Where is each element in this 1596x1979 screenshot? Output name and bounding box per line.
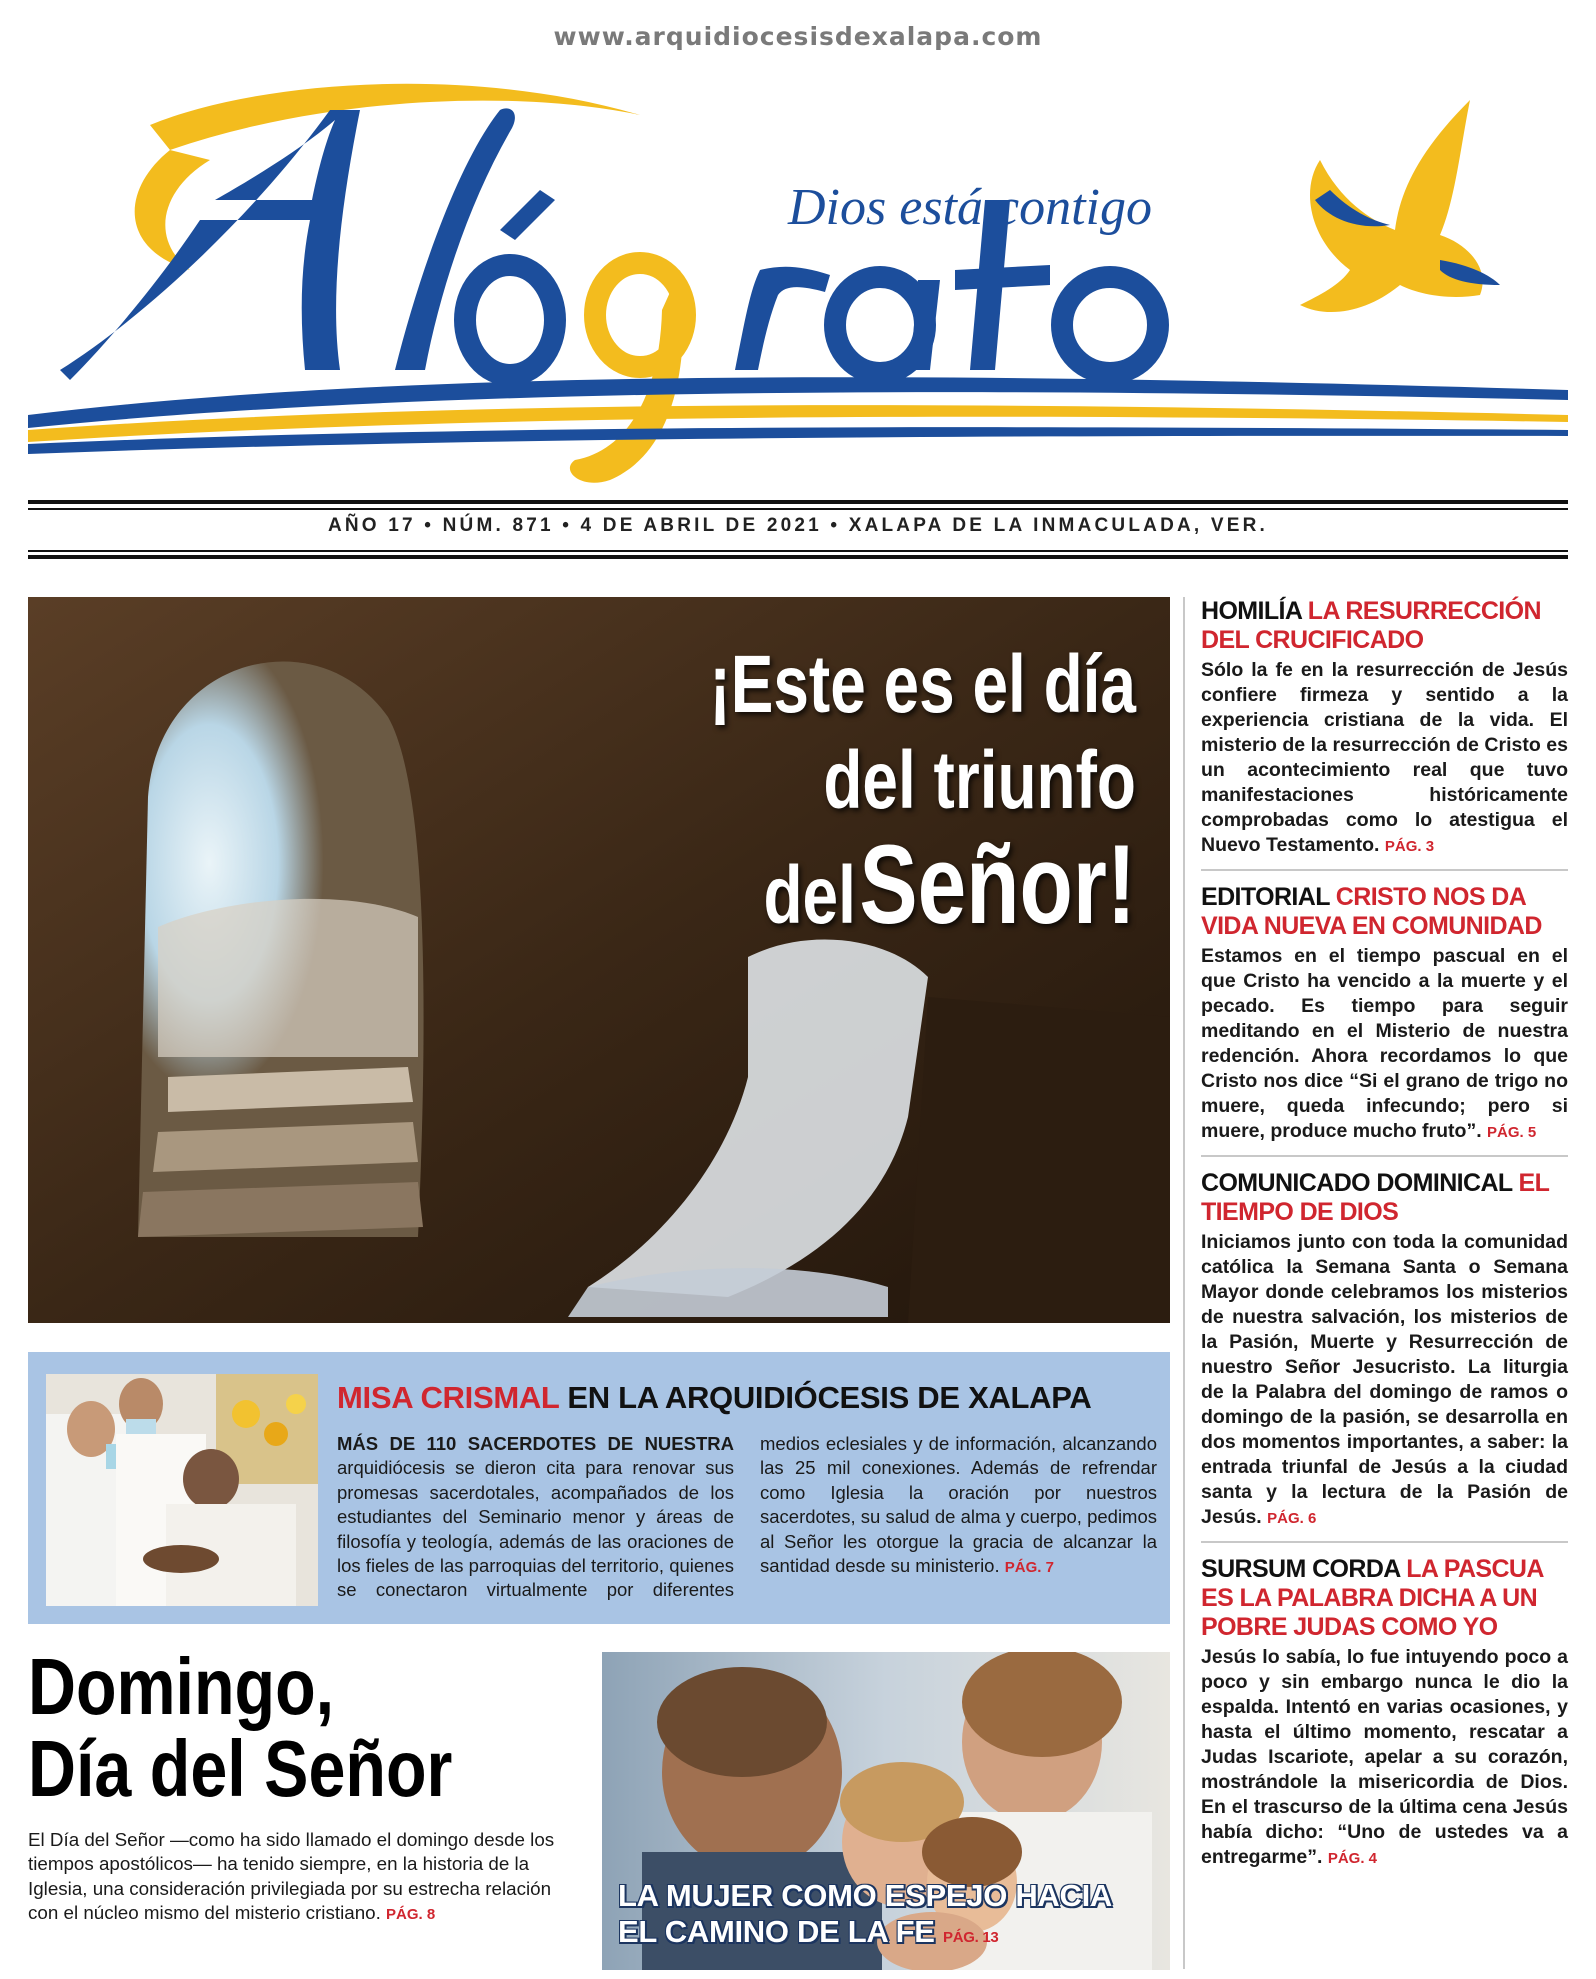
brief-text: Sólo la fe en la resurrección de Jesús confiere firmeza y sentido a la experiencia cristiana de la vida. El misterio de la resurrección de Cristo es un acontecimiento real que tuvo manifestaciones históricamente comprobadas como lo atestigua el Nuevo Testamento.	[1201, 659, 1568, 856]
brief-kicker: HOMILÍA	[1201, 597, 1302, 625]
domingo-body	[28, 1828, 576, 1928]
masthead-tagline: Dios está contigo	[788, 179, 1152, 236]
mujer-headline-line-2-text: EL CAMINO DE LA FE	[618, 1914, 935, 1949]
page-reference[interactable]: PÁG. 13	[943, 1929, 999, 1946]
brief-headline	[1201, 1169, 1568, 1227]
mujer-story[interactable]	[602, 1652, 1170, 1970]
brief-body	[1201, 1645, 1568, 1871]
hero-headline-word-senor: Señor!	[859, 822, 1136, 947]
mujer-headline-line-1: LA MUJER COMO ESPEJO HACIA	[618, 1878, 1112, 1913]
domingo-headline-line-2: Día del Señor	[28, 1724, 453, 1813]
misa-text: arquidiócesis se dieron cita para renovar sus promesas sacerdotales, acompañados de los estudiantes del Seminario menor y áreas de filosofía y teología, además de las oraciones de los fieles de las parroquias del territorio, quienes se conectaron virtualmente por diferentes medios eclesiales y de información, alcanzando las 25 mil conexiones. Además de refrendar como Iglesia la oración por nuestros sacerdotes, su salud de alma y cuerpo, pedimos al Señor les otorgue la gracia de alcanzar la santidad desde su ministerio.	[337, 1433, 1157, 1601]
brief-headline	[1201, 597, 1568, 655]
top-rule-thick	[28, 500, 1568, 504]
domingo-headline-line-1: Domingo,	[28, 1642, 335, 1731]
hero-story[interactable]	[28, 597, 1170, 1323]
brief-body	[1201, 944, 1568, 1145]
page-reference[interactable]: PÁG. 8	[386, 1906, 436, 1924]
brief-text: Iniciamos junto con toda la comunidad católica la Semana Santa o Semana Mayor donde celebramos los misterios de nuestra salvación, los misterios de la Pasión, Muerte y Resurrección de nuestro Señor Jesucristo. La liturgia de la Palabra del domingo de ramos o domingo de la pasión, se desarrolla en dos momentos importantes, a saber: la entrada triunfal de Jesús a la ciudad santa y la lectura de la Pasión de Jesús.	[1201, 1231, 1568, 1528]
hero-headline-word-del: del	[763, 850, 856, 941]
top-rule-thin	[28, 508, 1568, 510]
page-reference[interactable]: PÁG. 5	[1487, 1124, 1537, 1141]
hero-headline-line-1: ¡Este es el día	[709, 639, 1136, 730]
misa-crismal-story[interactable]	[28, 1352, 1170, 1624]
brief-editorial[interactable]	[1201, 883, 1568, 1157]
brief-comunicado[interactable]	[1201, 1169, 1568, 1543]
brief-sursum-corda[interactable]	[1201, 1555, 1568, 1881]
misa-lead: MÁS DE 110 SACERDOTES DE NUESTRA	[337, 1433, 734, 1454]
alegrate-logo	[0, 70, 1596, 490]
misa-headline-black: EN LA ARQUIDIÓCESIS DE XALAPA	[567, 1380, 1092, 1415]
hero-headline-line-2: del triunfo	[823, 735, 1136, 826]
brief-kicker: COMUNICADO DOMINICAL	[1201, 1169, 1513, 1197]
domingo-text: El Día del Señor —como ha sido llamado el domingo desde los tiempos apostólicos— ha tenido siempre, en la historia de la Iglesia, una consideración privilegiada por su estrecha relación con el núcleo mismo del misterio cristiano.	[28, 1829, 555, 1924]
hero-headline-line-3	[637, 822, 1136, 975]
brief-title: LA RESURRECCIÓN DEL CRUCIFICADO	[1201, 597, 1541, 654]
brief-headline	[1201, 1555, 1568, 1642]
domingo-headline	[28, 1642, 493, 1813]
brief-text: Estamos en el tiempo pascual en el que Cristo ha vencido a la muerte y el pecado. Es tiempo para seguir meditando en el Misterio de nuestra redención. Ahora recordamos lo que Cristo nos dice “Si el grano de trigo no muere, queda infecundo; pero si muere, produce mucho fruto”.	[1201, 945, 1568, 1142]
page-reference[interactable]: PÁG. 3	[1384, 838, 1435, 855]
priests-illustration	[46, 1374, 318, 1606]
bottom-rule-thick	[28, 555, 1568, 559]
brief-title: LA PASCUA ES LA PALABRA DICHA A UN POBRE JUDAS COMO YO	[1201, 1555, 1543, 1641]
misa-body	[337, 1432, 1157, 1603]
issue-info-line: AÑO 17 • NÚM. 871 • 4 DE ABRIL DE 2021 • XALAPA DE LA INMACULADA, VER.	[327, 515, 1269, 536]
sidebar-briefs	[1183, 597, 1568, 1969]
bottom-rule-thin	[28, 550, 1568, 552]
brief-body	[1201, 658, 1568, 859]
hero-headline	[496, 637, 1136, 975]
brief-headline	[1201, 883, 1568, 941]
brief-kicker: SURSUM CORDA	[1201, 1555, 1400, 1583]
domingo-story[interactable]	[28, 1642, 588, 1928]
brief-kicker: EDITORIAL	[1201, 883, 1330, 911]
brief-body	[1201, 1230, 1568, 1531]
priests-photo	[46, 1374, 318, 1606]
mujer-headline-line-2	[618, 1914, 1112, 1956]
brief-text: Jesús lo sabía, lo fue intuyendo poco a poco y sin embargo nunca le dio la espalda. Intentó en varias ocasiones, y hasta el último momento, rescatar a Judas Iscariote, apelar a su corazón, mostrándole la misericordia de Dios. En el trascurso de la última cena Jesús había dicho: “Uno de ustedes va a entregarme”.	[1201, 1646, 1568, 1868]
page-reference[interactable]: PÁG. 7	[1004, 1559, 1054, 1577]
brief-homilia[interactable]	[1201, 597, 1568, 871]
page-reference[interactable]: PÁG. 6	[1267, 1510, 1317, 1527]
brief-title: CRISTO NOS DA VIDA NUEVA EN COMUNIDAD	[1201, 883, 1542, 940]
mujer-headline	[618, 1878, 1112, 1956]
page-reference[interactable]: PÁG. 4	[1327, 1850, 1377, 1867]
misa-headline-red: MISA CRISMAL	[337, 1380, 560, 1415]
misa-headline	[337, 1380, 1091, 1416]
masthead	[0, 70, 1596, 490]
website-url[interactable]: www.arquidiocesisdexalapa.com	[553, 22, 1043, 51]
brief-title: EL TIEMPO DE DIOS	[1201, 1169, 1549, 1226]
